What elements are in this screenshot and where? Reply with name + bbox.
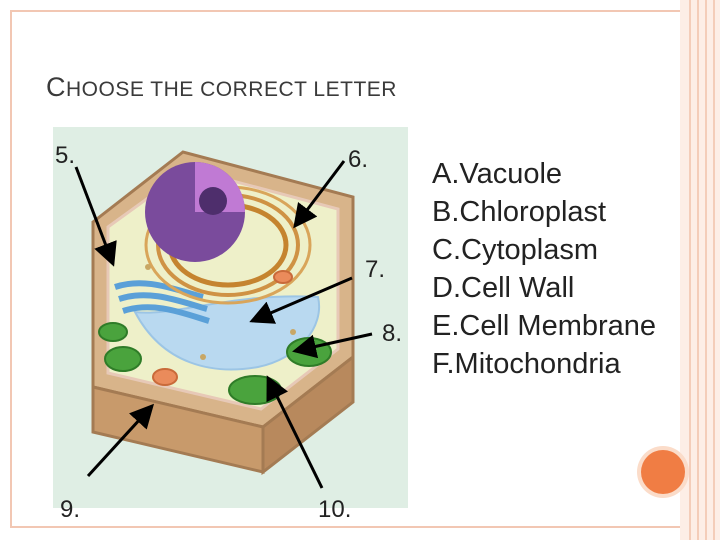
choice-a: A.Vacuole [432,158,563,190]
title-first-letter: C [46,72,66,102]
label-9: 9. [60,496,81,523]
choice-b: B.Chloroplast [432,196,607,228]
slide-title [46,72,397,103]
label-5: 5. [55,142,76,169]
answer-choices [432,155,656,383]
choice-f: F.Mitochondria [432,348,621,380]
choice-d: D.Cell Wall [432,272,575,304]
label-8: 8. [382,320,403,347]
label-7: 7. [365,256,386,283]
label-10: 10. [318,496,352,523]
decorative-circle [641,450,685,494]
choice-c: C.Cytoplasm [432,234,598,266]
choice-e: E.Cell Membrane [432,310,657,342]
decorative-stripes [680,0,720,540]
plant-cell-illustration [53,127,408,508]
title-rest: HOOSE THE CORRECT LETTER [66,78,397,101]
label-6: 6. [348,146,369,173]
